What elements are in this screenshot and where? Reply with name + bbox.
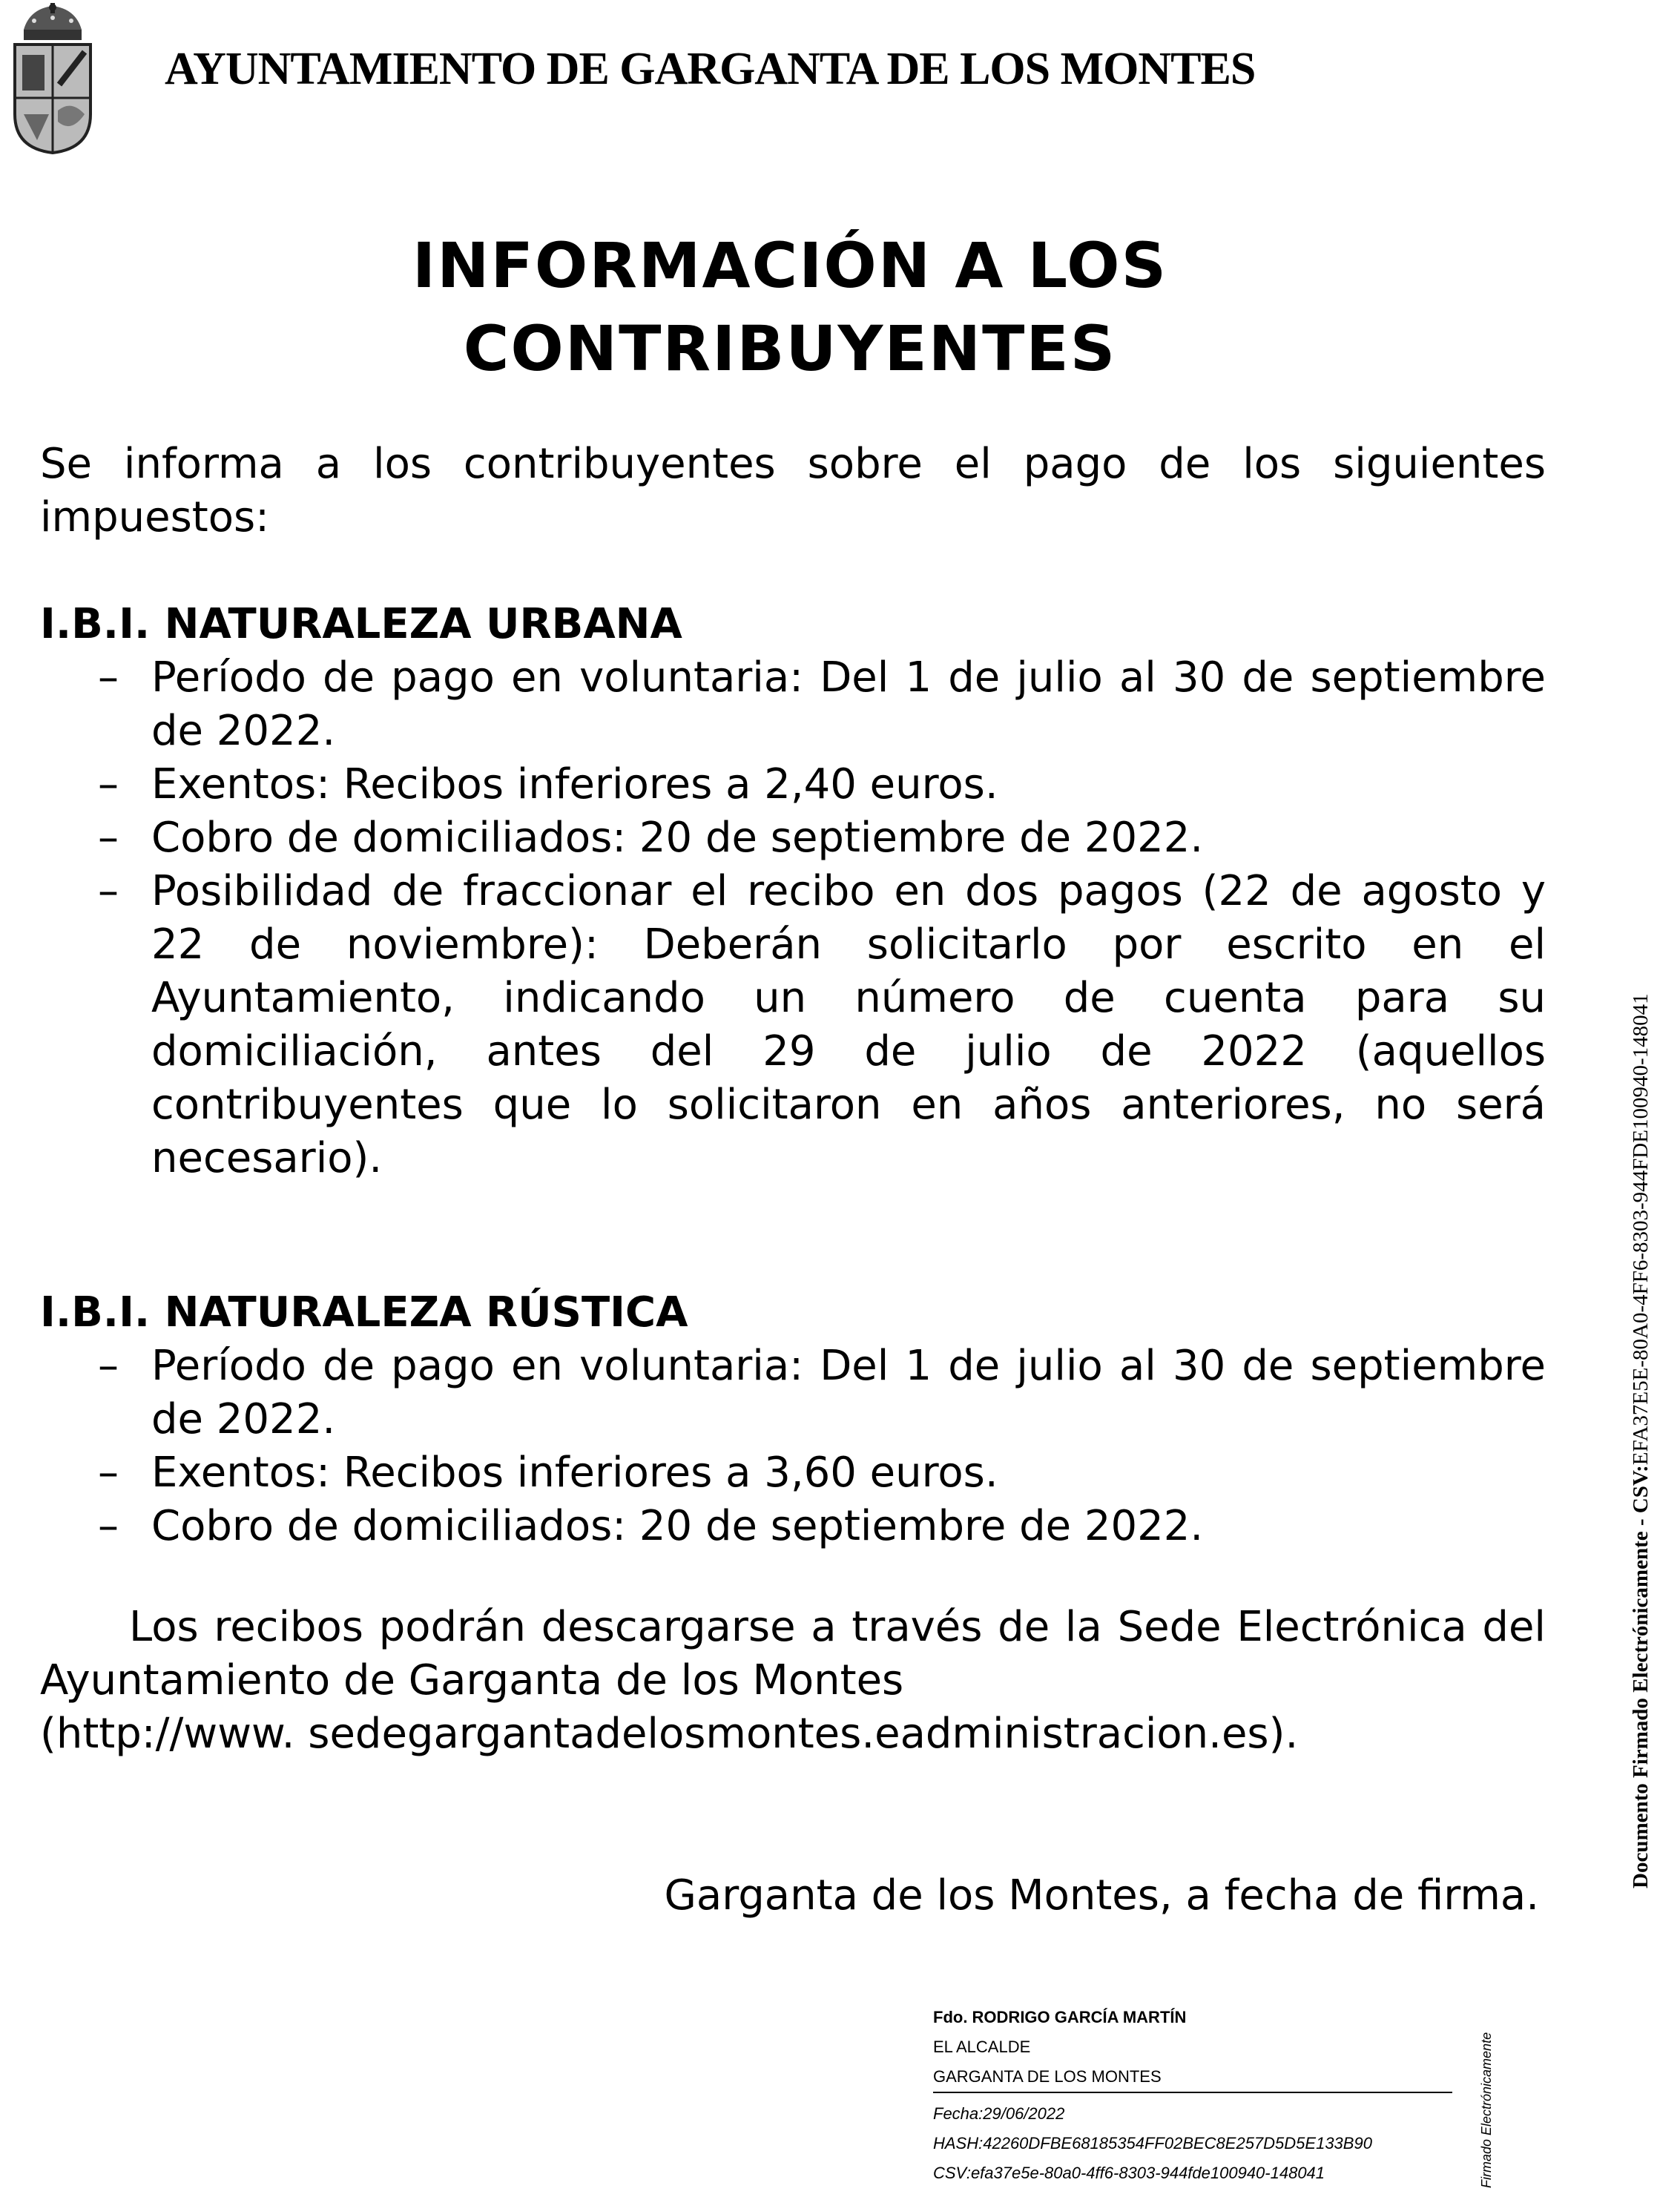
signature-block [933, 2003, 1452, 2188]
list-item: – Exentos: Recibos inferiores a 2,40 euros. [40, 758, 1546, 811]
signature-csv: CSV:efa37e5e-80a0-4ff6-8303-944fde100940-148041 [933, 2164, 1325, 2182]
dash-marker: – [98, 1449, 119, 1497]
watermark-code: EFA37E5E-80A0-4FF6-8303-944FDE100940-148041 [1629, 993, 1653, 1466]
list-item: – Período de pago en voluntaria: Del 1 de julio al 30 de septiembre de 2022. [40, 651, 1546, 758]
signed-electronically-note: Firmado Electrónicamente [1479, 2032, 1494, 2188]
list-item: – Cobro de domiciliados: 20 de septiembre de 2022. [40, 811, 1546, 865]
signature-hash: HASH:42260DFBE68185354FF02BEC8E257D5D5E133B90 [933, 2134, 1372, 2152]
dash-marker: – [98, 760, 119, 808]
signer-organization: GARGANTA DE LOS MONTES [933, 2062, 1452, 2093]
list-item: – Cobro de domiciliados: 20 de septiembre de 2022. [40, 1500, 1546, 1553]
rustica-list [40, 1340, 1546, 1553]
dash-marker: – [98, 1342, 119, 1390]
signer-role: EL ALCALDE [933, 2038, 1031, 2056]
signer-name: Fdo. RODRIGO GARCÍA MARTÍN [933, 2008, 1187, 2026]
dash-marker: – [98, 814, 119, 862]
csv-watermark [1629, 993, 1653, 1888]
sede-url[interactable]: (http://www. sedegargantadelosmontes.eadministracion.es). [40, 1710, 1299, 1758]
place-and-date: Garganta de los Montes, a fecha de firma. [664, 1871, 1539, 1920]
urbana-list [40, 651, 1546, 1185]
list-item: – Posibilidad de fraccionar el recibo en dos pagos (22 de agosto y 22 de noviembre): Deberán solicitarlo por escrito en el Ayuntamiento, indicando un número de cuenta para su domiciliación, antes del 29 de julio de 2022 (aquellos contribuyentes que lo solicitaron en años anteriores, no será necesario). [40, 865, 1546, 1185]
signature-date: Fecha:29/06/2022 [933, 2104, 1065, 2123]
page-title [0, 224, 1580, 390]
title-line: INFORMACIÓN A LOS [412, 229, 1168, 302]
list-item: – Exentos: Recibos inferiores a 3,60 euros. [40, 1446, 1546, 1500]
section-heading-rustica: I.B.I. NATURALEZA RÚSTICA [40, 1288, 688, 1337]
organization-name: AYUNTAMIENTO DE GARGANTA DE LOS MONTES [165, 44, 1256, 94]
intro-paragraph: Se informa a los contribuyentes sobre el pago de los siguientes impuestos: [40, 440, 1546, 541]
coat-of-arms-icon [7, 3, 98, 155]
watermark-label: Documento Firmado Electrónicamente - CSV: [1629, 1465, 1653, 1888]
list-item: – Período de pago en voluntaria: Del 1 de julio al 30 de septiembre de 2022. [40, 1340, 1546, 1446]
dash-marker: – [98, 1502, 119, 1550]
download-paragraph: Los recibos podrán descargarse a través de la Sede Electrónica del Ayuntamiento de Garganta de los Montes [40, 1603, 1546, 1704]
dash-marker: – [98, 867, 119, 915]
title-line: CONTRIBUYENTES [463, 312, 1117, 385]
dash-marker: – [98, 653, 119, 702]
section-heading-urbana: I.B.I. NATURALEZA URBANA [40, 600, 682, 648]
